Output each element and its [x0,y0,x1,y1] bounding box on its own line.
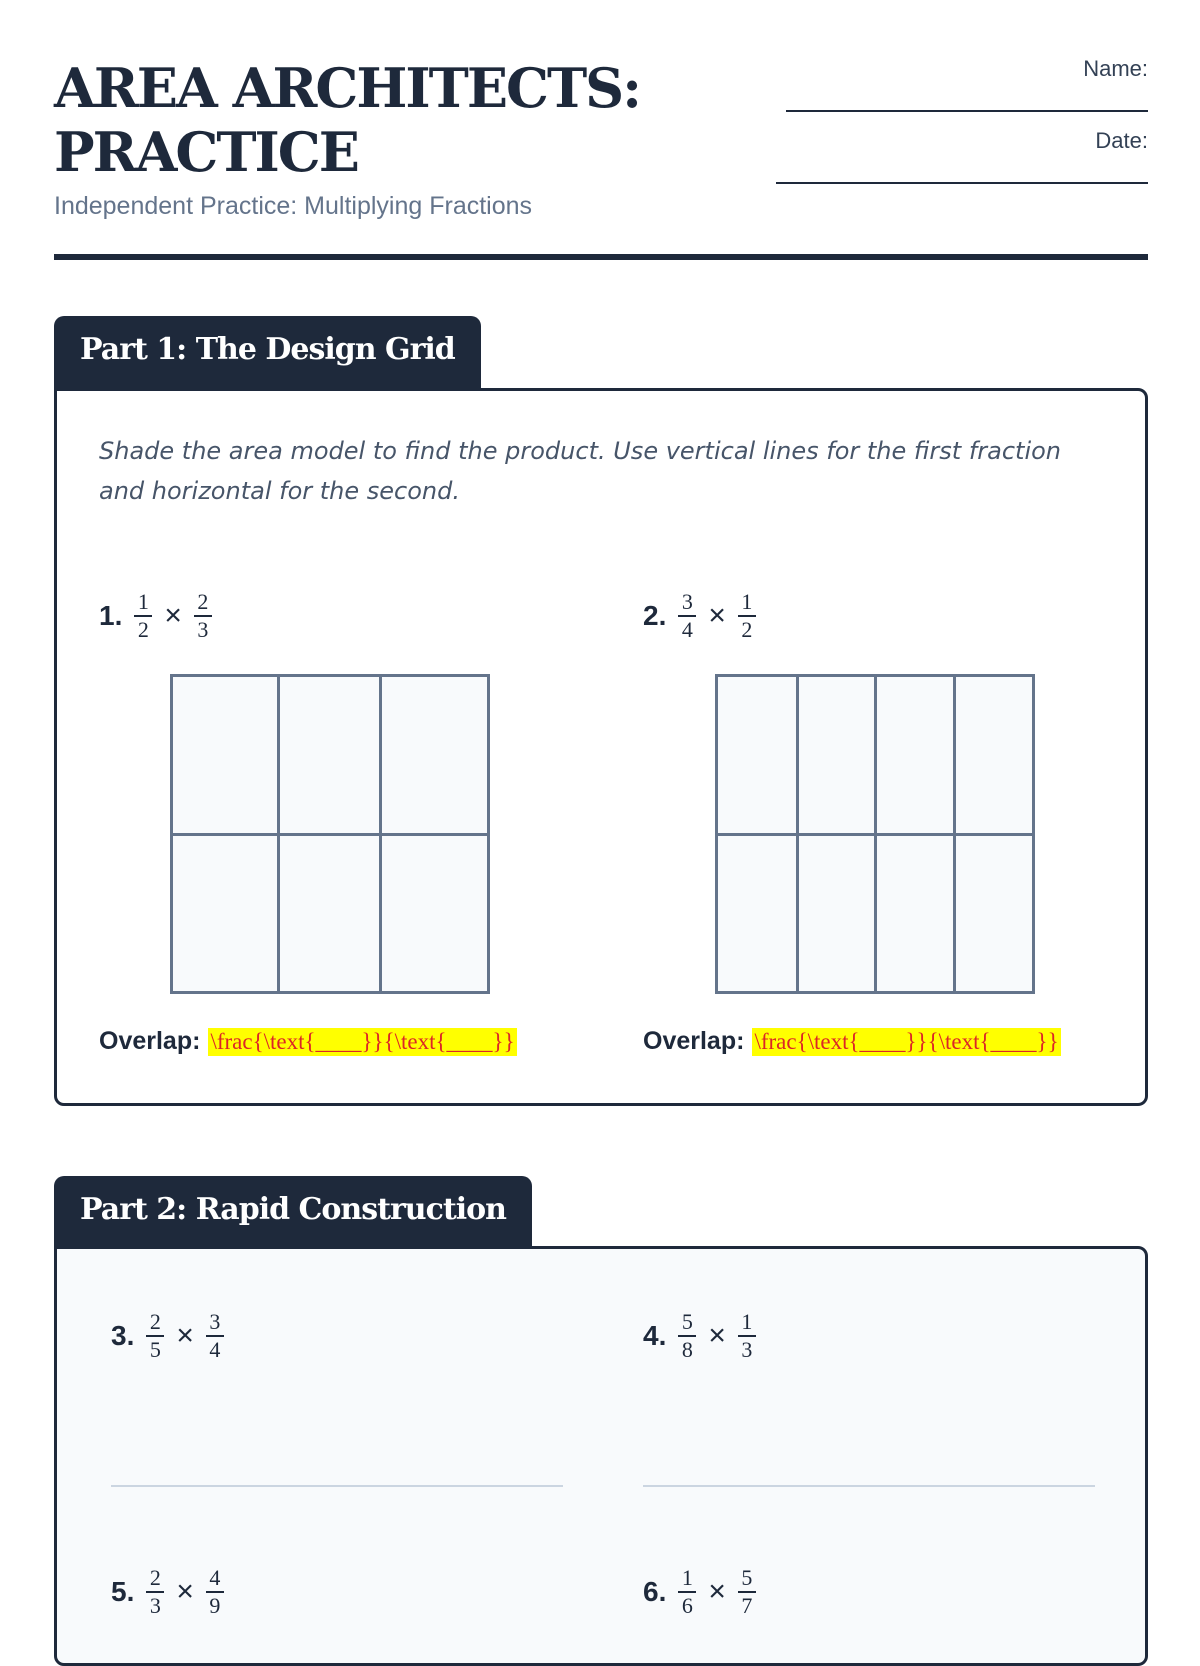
answer-line-3[interactable] [111,1485,563,1487]
page-subtitle: Independent Practice: Multiplying Fractions [54,192,533,220]
part1-instructions: Shade the area model to find the product. Use vertical lines for the first fraction and horizontal for the second. [99,437,1062,505]
part1-title: Part 1: The Design Grid [80,332,455,367]
problem-number: 3. [111,1319,135,1351]
fraction-b [738,591,756,641]
area-model-grid-1[interactable] [170,674,490,994]
problem-2 [643,591,756,641]
numerator: 2 [149,1309,161,1334]
header-divider [54,254,1148,260]
numerator: 1 [741,1309,753,1334]
problem-5 [111,1567,224,1617]
denominator: 3 [197,616,209,642]
grid-line [173,833,487,836]
fraction-b [194,591,212,641]
answer-line-4[interactable] [643,1485,1095,1487]
numerator: 3 [209,1309,221,1334]
times-sign: × [708,1574,726,1608]
overlap-answer-field[interactable]: \frac{\text{____}}{\text{____}} [754,1028,1059,1054]
numerator: 5 [741,1565,753,1590]
date-line[interactable] [776,182,1148,184]
numerator: 2 [197,589,209,614]
area-model-grid-2[interactable] [715,674,1035,994]
page-title: AREA ARCHITECTS: PRACTICE [54,56,641,184]
problem-number: 4. [643,1319,667,1351]
overlap-2 [643,1027,1061,1056]
denominator: 3 [149,1592,161,1618]
numerator: 4 [209,1565,221,1590]
overlap-label: Overlap: [99,1027,201,1055]
overlap-answer-field[interactable]: \frac{\text{____}}{\text{____}} [210,1028,515,1054]
numerator: 2 [149,1565,161,1590]
name-line[interactable] [786,110,1148,112]
part1-tab [54,316,481,390]
times-sign: × [708,598,726,632]
times-sign: × [164,598,182,632]
times-sign: × [176,1574,194,1608]
fraction-b [206,1567,224,1617]
denominator: 7 [741,1592,753,1618]
fraction-b [738,1567,756,1617]
problem-number: 1. [99,599,123,631]
part2-tab [54,1176,532,1250]
numerator: 1 [137,589,149,614]
denominator: 8 [681,1336,693,1362]
numerator: 3 [681,589,693,614]
fraction-a [146,1567,164,1617]
problem-1 [99,591,212,641]
denominator: 2 [741,616,753,642]
problem-4 [643,1311,756,1361]
fraction-a [678,591,696,641]
denominator: 2 [137,616,149,642]
denominator: 9 [209,1592,221,1618]
overlap-label: Overlap: [643,1027,745,1055]
name-label: Name: [1083,56,1148,81]
denominator: 4 [681,616,693,642]
problem-number: 6. [643,1575,667,1607]
fraction-b [206,1311,224,1361]
denominator: 3 [741,1336,753,1362]
fraction-a [678,1567,696,1617]
problem-number: 5. [111,1575,135,1607]
fraction-a [146,1311,164,1361]
problem-6 [643,1567,756,1617]
problem-3 [111,1311,224,1361]
numerator: 1 [741,589,753,614]
part1-panel [54,388,1148,1106]
fraction-a [678,1311,696,1361]
problem-number: 2. [643,599,667,631]
overlap-1 [99,1027,517,1056]
part2-title: Part 2: Rapid Construction [80,1192,506,1227]
denominator: 5 [149,1336,161,1362]
numerator: 1 [681,1565,693,1590]
denominator: 4 [209,1336,221,1362]
date-label: Date: [1095,128,1148,153]
times-sign: × [176,1318,194,1352]
denominator: 6 [681,1592,693,1618]
part2-panel [54,1246,1148,1666]
fraction-a [134,591,152,641]
grid-line [718,833,1032,836]
times-sign: × [708,1318,726,1352]
fraction-b [738,1311,756,1361]
numerator: 5 [681,1309,693,1334]
